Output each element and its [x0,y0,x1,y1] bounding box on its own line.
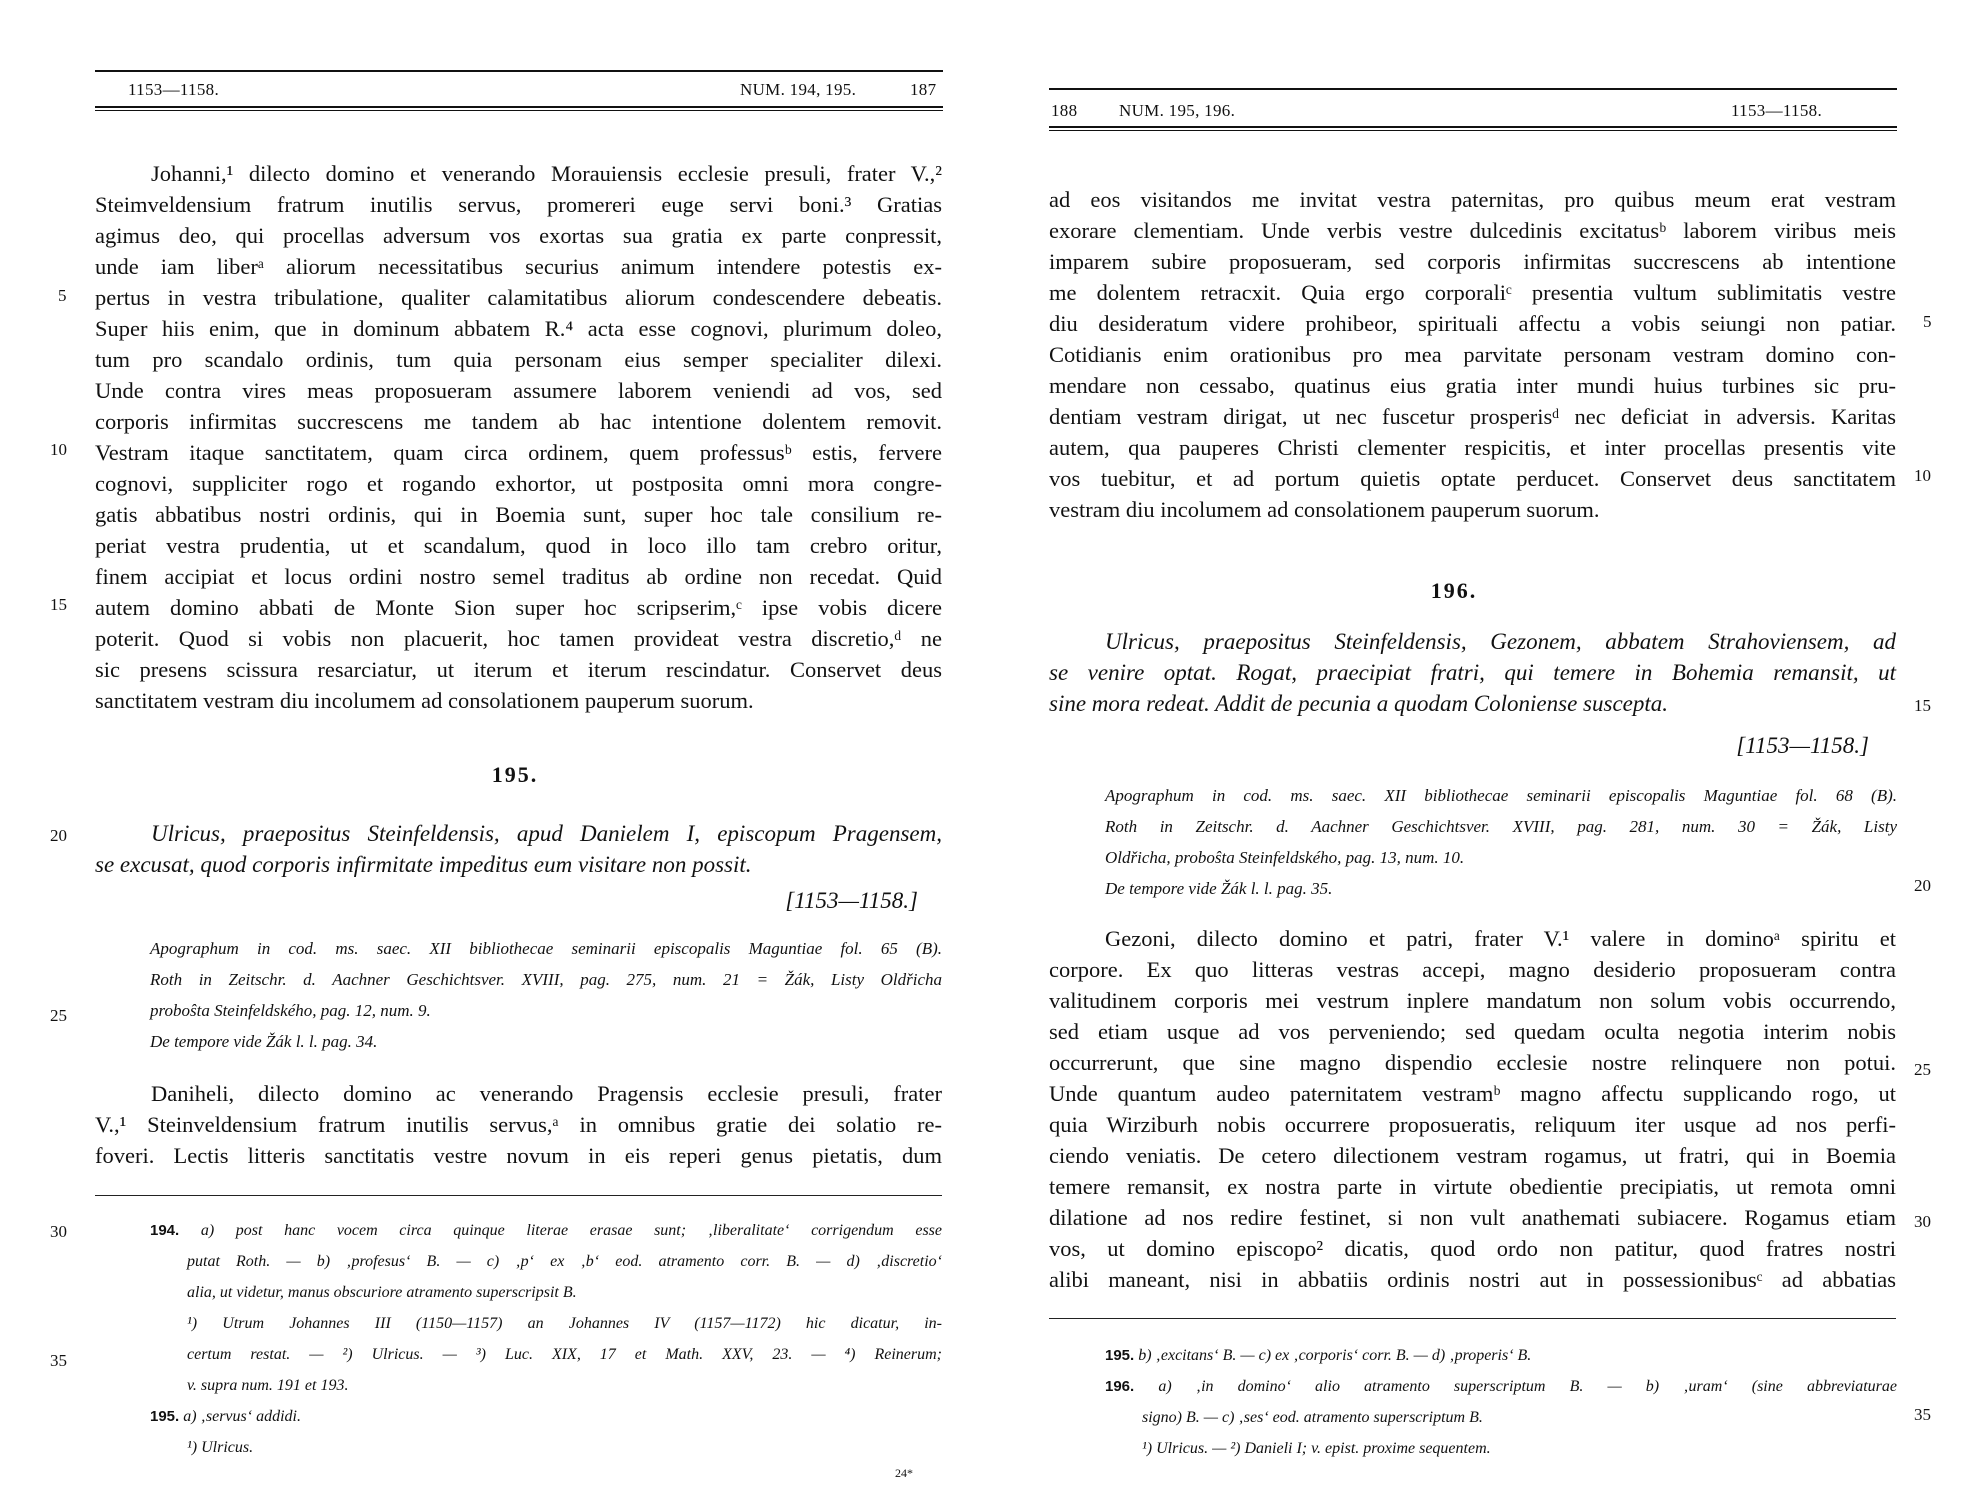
doc-number-195: 195. [491,762,539,787]
text-line: Cotidianis enim orationibus pro mea parvitate personam vestram domino con- [1049,342,1896,367]
source-line: Roth in Zeitschr. d. Aachner Geschichtsver. XVIII, pag. 275, num. 21 = Žák, Listy Oldřicha [150,970,942,989]
summary-line: se venire optat. Rogat, praecipiat fratri, qui temere in Bohemia remansit, ut [1049,660,1896,685]
header-date-range: 1153—1158. [1731,101,1822,120]
footnote-line: ¹) Ulricus. [187,1439,254,1456]
source-line: Oldřicha, proboŝta Steinfeldského, pag. 13, num. 10. [1105,848,1465,867]
signature-mark: 24* [895,1466,913,1480]
text-line: alibi maneant, nisi in abbatiis ordinis nostri aut in possessionibusᶜ ad abbatias [1049,1267,1896,1292]
text-line: foveri. Lectis litteris sanctitatis vestre novum in eis reperi genus pietatis, dum [95,1143,942,1168]
text-line: Vestram itaque sanctitatem, quam circa ordinem, quem professusᵇ estis, fervere [95,440,942,465]
footnote-line: ¹) Utrum Johannes III (1150—1157) an Johannes IV (1157—1172) hic dicatur, in- [187,1315,942,1332]
text-line: valitudinem corporis mei vestrum inplere mandatum non solum vobis occurrendo, [1049,988,1896,1013]
header-num: NUM. 194, 195. [740,80,857,99]
text-line: autem, qua pauperes Christi clementer respicitis, et inter procellas presentis vite [1049,435,1896,460]
text-line: Unde contra vires meas proposueram assumere laborem veniendi ad vos, sed [95,378,942,403]
text-line: diu desideratum videre prohibeor, spirituali affectu a vobis seiungi non patiar. [1049,311,1896,336]
text-line: ad eos visitandos me invitat vestra paternitas, pro quibus meum erat vestram [1049,187,1896,212]
line-number-20: 20 [1914,876,1931,895]
text-line: agimus deo, qui procellas adversum vos exortas sua gratia ex parte conpressit, [95,223,942,248]
source-line: De tempore vide Žák l. l. pag. 35. [1105,879,1333,898]
text-line: Unde quantum audeo paternitatem vestramᵇ magno affectu supplicando rogo, ut [1049,1081,1896,1106]
footnote-line: v. supra num. 191 et 193. [187,1377,349,1394]
text-line: ciendo veniatis. De cetero dilectionem vestram rogamus, ut fratri, qui in Boemia [1049,1143,1896,1168]
text-line: corpore. Ex quo litteras vestras accepi, magno desiderio proposueram contra [1049,957,1896,982]
line-number-5: 5 [1923,312,1932,331]
text-line: occurrerunt, que sine magno dispendio ecclesie nostre relinquere non potui. [1049,1050,1896,1075]
doc-number-196: 196. [1430,578,1478,603]
line-number-30: 30 [1914,1212,1931,1231]
summary-line: se excusat, quod corporis infirmitate impeditus eum visitare non possit. [95,852,752,877]
footnote-key-194: 194. [150,1222,180,1239]
line-number-35: 35 [50,1351,67,1370]
footnote-line: putat Roth. — b) ‚profesus‘ B. — c) ‚p‘ ex ‚b‘ eod. atramento corr. B. — d) ‚discretio‘ [187,1253,942,1270]
footnote-line: signo) B. — c) ‚ses‘ eod. atramento superscriptum B. [1142,1409,1483,1426]
page-number: 188 [1051,101,1078,120]
summary-line: Ulricus, praepositus Steinfeldensis, Gezonem, abbatem Strahoviensem, ad [1105,629,1896,654]
text-line: corporis infirmitas succrescens me tandem ab hac intentione dolentem removit. [95,409,942,434]
summary-195 [95,818,942,880]
text-line: imparem subire proposueram, sed corporis infirmitas succrescens ab intentione [1049,249,1896,274]
text-line: gatis abbatibus nostri ordinis, qui in Boemia sunt, super hoc tale consilium re- [95,502,942,527]
text-line: Gezoni, dilecto domino et patri, frater V.¹ valere in dominoᵃ spiritu et [1105,926,1896,951]
footnote-key-196: 196. [1105,1378,1135,1395]
source-line: proboŝta Steinfeldského, pag. 12, num. 9. [150,1001,431,1020]
source-196 [1105,782,1897,906]
text-line: Daniheli, dilecto domino ac venerando Pragensis ecclesie presuli, frater [151,1081,942,1106]
footnotes-left [150,1218,942,1466]
text-line: vestram diu incolumem ad consolationem pauperum suorum. [1049,497,1600,522]
source-line: De tempore vide Žák l. l. pag. 34. [150,1032,378,1051]
header-rule-top [95,70,943,72]
header-rule-bottom [1049,126,1897,131]
text-line: sanctitatem vestram diu incolumem ad consolationem pauperum suorum. [95,688,754,713]
line-number-5: 5 [58,286,67,305]
footnote-line: 195. b) ‚excitans‘ B. — c) ex ‚corporis‘ corr. B. — d) ‚properis‘ B. [1105,1347,1532,1364]
text-line: finem accipiat et locus ordini nostro semel traditus ab ordine non recedat. Quid [95,564,942,589]
date-195: [1153—1158.] [785,888,918,913]
line-number-15: 15 [50,595,67,614]
text-line: unde iam liberᵃ aliorum necessitatibus securius animum intendere potestis ex- [95,254,942,279]
right-page [989,0,1978,1500]
source-line: Roth in Zeitschr. d. Aachner Geschichtsver. XVIII, pag. 281, num. 30 = Žák, Listy [1105,817,1897,836]
line-number-25: 25 [1914,1060,1931,1079]
date-196: [1153—1158.] [1736,733,1869,758]
text-line: Super hiis enim, que in dominum abbatem R.⁴ acta esse cognovi, plurimum doleo, [95,316,942,341]
line-number-10: 10 [1914,466,1931,485]
text-line: periat vestra prudentia, ut et scandalum, quod in loco illo tam crebro oritur, [95,533,942,558]
header-rule-top [1049,88,1897,90]
text-line: cognovi, suppliciter rogo et rogando exhortor, ut postposita omni mora congre- [95,471,942,496]
text-line: me dolentem retracxit. Quia ergo corporaliᶜ presentia vultum sublimitatis vestre [1049,280,1896,305]
footnote-line: 195. a) ‚servus‘ addidi. [150,1408,301,1425]
letter-194-text [95,158,942,716]
text-line: dilatione ad nos redire festinet, si non vult anathemati subiacere. Rogamus etiam [1049,1205,1896,1230]
text-line: V.,¹ Steinveldensium fratrum inutilis servus,ᵃ in omnibus gratie dei solatio re- [95,1112,942,1137]
summary-196 [1049,626,1896,719]
text-line: tum pro scandalo ordinis, tum quia personam eius semper specialiter dilexi. [95,347,942,372]
footnote-line: 194. a) post hanc vocem circa quinque literae erasae sunt; ‚liberalitate‘ corrigendum esse [150,1222,943,1239]
text-line: autem domino abbati de Monte Sion super hoc scripserim,ᶜ ipse vobis dicere [95,595,942,620]
text-line: exorare clementiam. Unde verbis vestre dulcedinis excitatusᵇ laborem viribus meis [1049,218,1896,243]
line-number-10: 10 [50,440,67,459]
text-line: vos tuebitur, et ad portum quietis optate perducet. Conservet deus sanctitatem [1049,466,1896,491]
summary-line: sine mora redeat. Addit de pecunia a quodam Coloniense suscepta. [1049,691,1669,716]
text-line: Steimveldensium fratrum inutilis servus, promereri euge servi boni.³ Gratias [95,192,942,217]
line-number-35: 35 [1914,1405,1931,1424]
summary-line: Ulricus, praepositus Steinfeldensis, apud Danielem I, episcopum Pragensem, [151,821,942,846]
text-line: pertus in vestra tribulatione, qualiter calamitatibus aliorum condescendere debeatis. [95,285,942,310]
text-line: poterit. Quod si vobis non placuerit, hoc tamen provideat vestra discretio,ᵈ ne [95,626,942,651]
footnote-separator [1049,1318,1896,1319]
footnote-line: ¹) Ulricus. — ²) Danieli I; v. epist. proxime sequentem. [1142,1440,1491,1457]
header-rule-bottom [95,106,943,111]
text-line: mendare non cessabo, quatinus eius gratia inter mundi huius turbines sic pru- [1049,373,1896,398]
text-line: quia Wirziburh nobis occurrere proposueratis, reliquum iter usque ad nos perfi- [1049,1112,1896,1137]
text-line: sed etiam usque ad vos perveniendo; sed quedam oculta negotia interim nobis [1049,1019,1896,1044]
source-line: Apographum in cod. ms. saec. XII bibliothecae seminarii episcopalis Maguntiae fol. 68 (B). [1105,786,1897,805]
text-line: vos, ut domino episcopo² dicatis, quod ordo non patitur, quod fratres nostri [1049,1236,1896,1261]
header-num: NUM. 195, 196. [1119,101,1236,120]
source-line: Apographum in cod. ms. saec. XII bibliothecae seminarii episcopalis Maguntiae fol. 65 (B). [150,939,942,958]
letter-195-continued [1049,184,1896,525]
source-195 [150,935,942,1059]
footnote-key-195: 195. [150,1408,180,1425]
page-number: 187 [910,80,937,99]
text-line: sic presens scissura resarciatur, ut iterum et iterum rescindatur. Conservet deus [95,657,942,682]
header-date-range: 1153—1158. [128,80,219,99]
text-line: Johanni,¹ dilecto domino et venerando Morauiensis ecclesie presuli, frater V.,² [151,161,942,186]
footnote-line: certum restat. — ²) Ulricus. — ³) Luc. XIX, 17 et Math. XXV, 23. — ⁴) Reinerum; [187,1346,942,1363]
footnote-key-195: 195. [1105,1347,1135,1364]
footnote-separator [95,1195,942,1196]
text-line: temere remansit, ex nostra parte in virtute obedientie precipiatis, ut remota omni [1049,1174,1896,1199]
line-number-30: 30 [50,1222,67,1241]
footnote-line: 196. a) ‚in domino‘ alio atramento superscriptum B. — b) ‚uram‘ (sine abbreviaturae [1105,1378,1897,1395]
line-number-25: 25 [50,1006,67,1025]
letter-195-text [95,1078,942,1171]
letter-196-text [1049,923,1896,1295]
footnote-line: alia, ut videtur, manus obscuriore atramento superscripsit B. [187,1284,577,1301]
text-line: dentiam vestram dirigat, ut nec fuscetur prosperisᵈ nec deficiat in adversis. Karitas [1049,404,1896,429]
line-number-20: 20 [50,826,67,845]
footnotes-right [1105,1343,1897,1467]
line-number-15: 15 [1914,696,1931,715]
